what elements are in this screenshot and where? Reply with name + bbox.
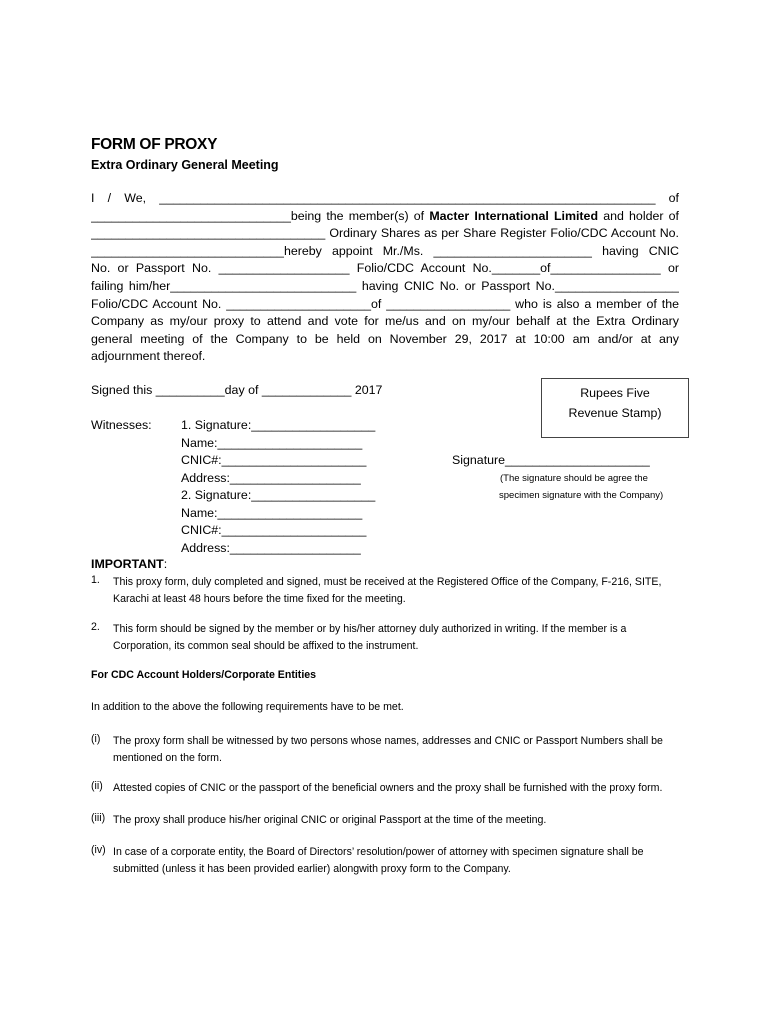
- signature-note: (The signature should be agree the: [500, 473, 648, 484]
- declaration-line: failing him/her___________________________ having CNIC No. or Passport No.__________________: [91, 278, 679, 293]
- declaration-line: Company as my/our proxy to attend and vote for me/us and on my/our behalf at the Extra Ordinary: [91, 314, 679, 329]
- declaration-line: adjournment thereof.: [91, 349, 206, 364]
- declaration-line: _____________________________being the member(s) of Macter International Limited and holder of: [91, 208, 679, 223]
- cdc-item-number: (iv): [91, 844, 106, 856]
- witnesses-label: Witnesses:: [91, 418, 152, 432]
- witness-2-name-line: Name:_____________________: [181, 506, 363, 520]
- witness-1-address-line: Address:___________________: [181, 471, 361, 485]
- member-signature-line: Signature_____________________: [452, 453, 650, 467]
- signed-date-line: Signed this __________day of _____________ 2017: [91, 383, 383, 397]
- cdc-item-text: The proxy shall produce his/her original CNIC or original Passport at the time of the meeting.: [113, 814, 547, 826]
- cdc-item-number: (ii): [91, 780, 103, 792]
- page-subtitle: Extra Ordinary General Meeting: [91, 158, 279, 172]
- company-name: Macter International Limited: [429, 208, 599, 223]
- witness-2-cnic-line: CNIC#:_____________________: [181, 523, 367, 537]
- revenue-stamp-text: Rupees Five Revenue Stamp): [568, 386, 662, 420]
- declaration-line: No. or Passport No. ___________________ Folio/CDC Account No._______of________________ or: [91, 261, 679, 276]
- important-item-text: This proxy form, duly completed and signed, must be received at the Registered Office of the Company, F-216, SITE, Karachi at least 48 hours before the time fixed for the meeting.: [113, 576, 662, 605]
- page-title: FORM OF PROXY: [91, 136, 218, 153]
- witness-2-signature-line: 2. Signature:__________________: [181, 488, 376, 502]
- declaration-line: general meeting of the Company to be held on November 29, 2017 at 10:00 am and/or at any: [91, 331, 679, 346]
- declaration-line: I / We, ________________________________________________________________________ of: [91, 191, 679, 205]
- signature-note: specimen signature with the Company): [499, 490, 664, 501]
- revenue-stamp-box: [541, 378, 689, 438]
- declaration-line: ____________________________hereby appoint Mr./Ms. _______________________ having CNIC: [91, 243, 679, 258]
- witness-1-signature-line: 1. Signature:__________________: [181, 418, 376, 432]
- witness-1-name-line: Name:_____________________: [181, 436, 363, 450]
- cdc-item-text: In case of a corporate entity, the Board of Directors’ resolution/power of attorney with specimen signature shall be submitted (unless it has been provided earlier) alongwith proxy form to the Company.: [113, 846, 644, 875]
- cdc-intro: In addition to the above the following requirements have to be met.: [91, 701, 404, 713]
- declaration-line: __________________________________ Ordinary Shares as per Share Register Folio/CDC Account No.: [91, 226, 679, 241]
- witness-1-cnic-line: CNIC#:_____________________: [181, 453, 367, 467]
- important-item-number: 2.: [91, 621, 100, 633]
- cdc-item-text: Attested copies of CNIC or the passport of the beneficial owners and the proxy shall be furnished with the proxy form.: [113, 782, 663, 794]
- cdc-item-number: (iii): [91, 812, 106, 824]
- important-item-number: 1.: [91, 574, 100, 586]
- witness-2-address-line: Address:___________________: [181, 541, 361, 555]
- important-item-text: This form should be signed by the member or by his/her attorney duly authorized in writing. If the member is a Corporation, its common seal should be affixed to the instrument.: [113, 623, 627, 652]
- declaration-line: Folio/CDC Account No. _____________________of __________________ who is also a member of the: [91, 296, 679, 311]
- cdc-item-text: The proxy form shall be witnessed by two persons whose names, addresses and CNIC or Passport Numbers shall be mentioned on the form.: [113, 735, 663, 764]
- cdc-heading: For CDC Account Holders/Corporate Entities: [91, 669, 317, 681]
- proxy-declaration-paragraph: [91, 190, 679, 366]
- important-heading: IMPORTANT:: [91, 557, 168, 571]
- cdc-item-number: (i): [91, 733, 101, 745]
